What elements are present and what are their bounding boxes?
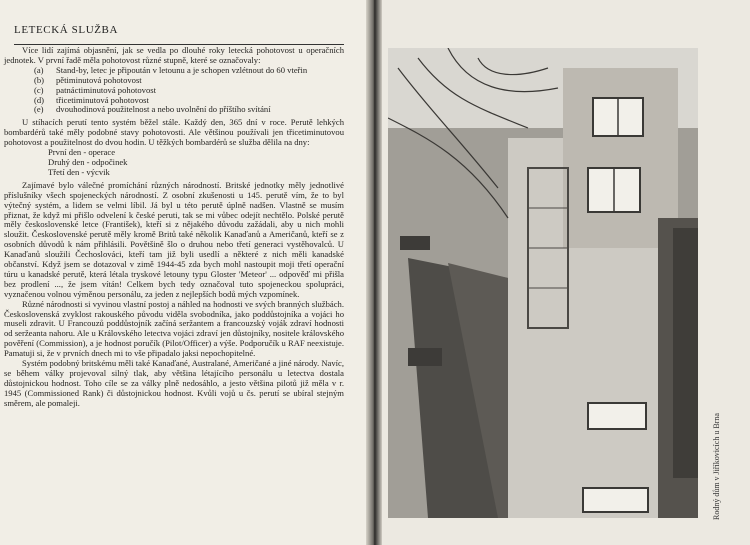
list-item-text: pětiminutová pohotovost <box>56 74 142 85</box>
paragraph-fighters: U stíhacích perutí tento systém běžel stále. Každý den, 365 dní v roce. Perutě lehkých bombardérů také měly podobné stavy pohotovosti. Ale většinou používali jen třicetiminutovou pohotovost a použitelnost do dvou hodin. U těžkých bombardérů se služba dělila na dny: <box>4 117 344 148</box>
house-photo <box>388 48 698 518</box>
body-text <box>4 46 344 409</box>
paragraph-system: Systém podobný britskému měli také Kanaďané, Australané, Američané a jiné národy. Navíc, se během války projevoval silný tlak, aby většina létajícího personálu u letectva dostala důstojnickou hodnost. Toho cíle se za války plně nedosáhlo, a jesto většina pilotů již měla v r. 1945 (Commissioned Rank) či důstojnickou hodnost. Kvůli vojů u čs. perutí se ubíral stejným směrem, ale pomaleji. <box>4 358 344 408</box>
paragraph-attitudes: Různé národnosti si vyvinou vlastní postoj a náhled na hodnosti ve svých branných službách. Československá zvyklost rakouského původu viděla svobodníka, jako poddůstojníka a vojáci ho museli zdravit. U Francouzů poddůstojník začíná seržantem a francouzský voják zdraví hodnosti od seržeanta nahoru. Ale u Královského letectva vojáci zdraví jen důstojníky, nositele královského pověření (Commission), a je hodnost poručík (Pilot/Officer) a výše. Podporučík u RAF neexistuje. Pamatuji si, že v prvních dnech mi to vše připadalo jaksi nepochopitelné. <box>4 298 344 359</box>
list-item-text: třicetiminutová pohotovost <box>56 94 149 105</box>
list-marker: (a) <box>34 64 44 75</box>
running-head: LETECKÁ SLUŽBA <box>14 24 119 36</box>
service-days-list <box>48 148 344 178</box>
list-marker: (e) <box>34 104 44 115</box>
readiness-list <box>34 66 344 116</box>
left-page <box>0 0 372 545</box>
list-marker: (b) <box>34 74 45 85</box>
list-marker: (c) <box>34 84 44 95</box>
list-item-text: Stand-by, letec je připoután v letounu a je schopen vzlétnout do 60 vteřin <box>56 64 308 75</box>
list-item-text: patnáctiminutová pohotovost <box>56 84 157 95</box>
book-gutter <box>366 0 382 545</box>
house-illustration <box>388 48 698 518</box>
list-item: Třetí den - výcvik <box>48 166 110 177</box>
list-item: První den - operace <box>48 147 116 158</box>
photo-caption: Rodný dům v Jiříkovicích u Brna <box>712 413 721 520</box>
list-item <box>34 105 344 115</box>
paragraph-nationalities: Zajímavé bylo válečné promíchání různých národností. Britské jednotky měly jednotlivé příslušníky všech spojeneckých národností. Z osobní zkušenosti u 145. perutě vím, že to byl výtečný systém, a lidem se velmi líbil. Já byl u této perutě úplně nadšen. Vlastně se musím přiznat, že když mi přišlo odvelení k české peruti, tak se mi vůbec odejít nechtělo. Polské perutě měly československé letce (František), kteří si z nějakého důvodu zažádali, aby u nich mohli sloužit. Československé perutě měly kromě Britů také několik Kanaďanů a Američanů, kteří se z osobních důvodů k nám přihlásili. Povětšině šlo o druhou nebo třetí generaci vystěhovalců. U Kanaďanů sloužili Čechoslováci, kteří tam již byli usedlí a některé z nich měli kanadské občanství. Když jsem se dotazoval v zimě 1944-45 zda bych mohl nastoupit moji třetí operační túru u kanadské perutě, která létala tryskové letouny typu Gloster 'Meteor' ... odpověď mi přišla bez prodlení ..., že jsem vítán! Celkem bych tedy označoval tuto spojeneckou spolupráci, vyznačenou volnou výměnou personálu, za jeden z nejlepších bodů mých vzpomínek. <box>4 179 344 299</box>
paragraph-intro: Více lidí zajímá objasnění, jak se vedla po dlouhé roky letecká pohotovost u operačních jednotek. V první řadě měla pohotovost různé stupně, které se označovaly: <box>4 45 344 65</box>
right-page <box>382 0 750 545</box>
list-marker: (d) <box>34 94 45 105</box>
list-item-text: dvouhodinová použitelnost a nebo uvolnění do příštího svítání <box>56 104 271 115</box>
list-item: Druhý den - odpočinek <box>48 156 128 167</box>
